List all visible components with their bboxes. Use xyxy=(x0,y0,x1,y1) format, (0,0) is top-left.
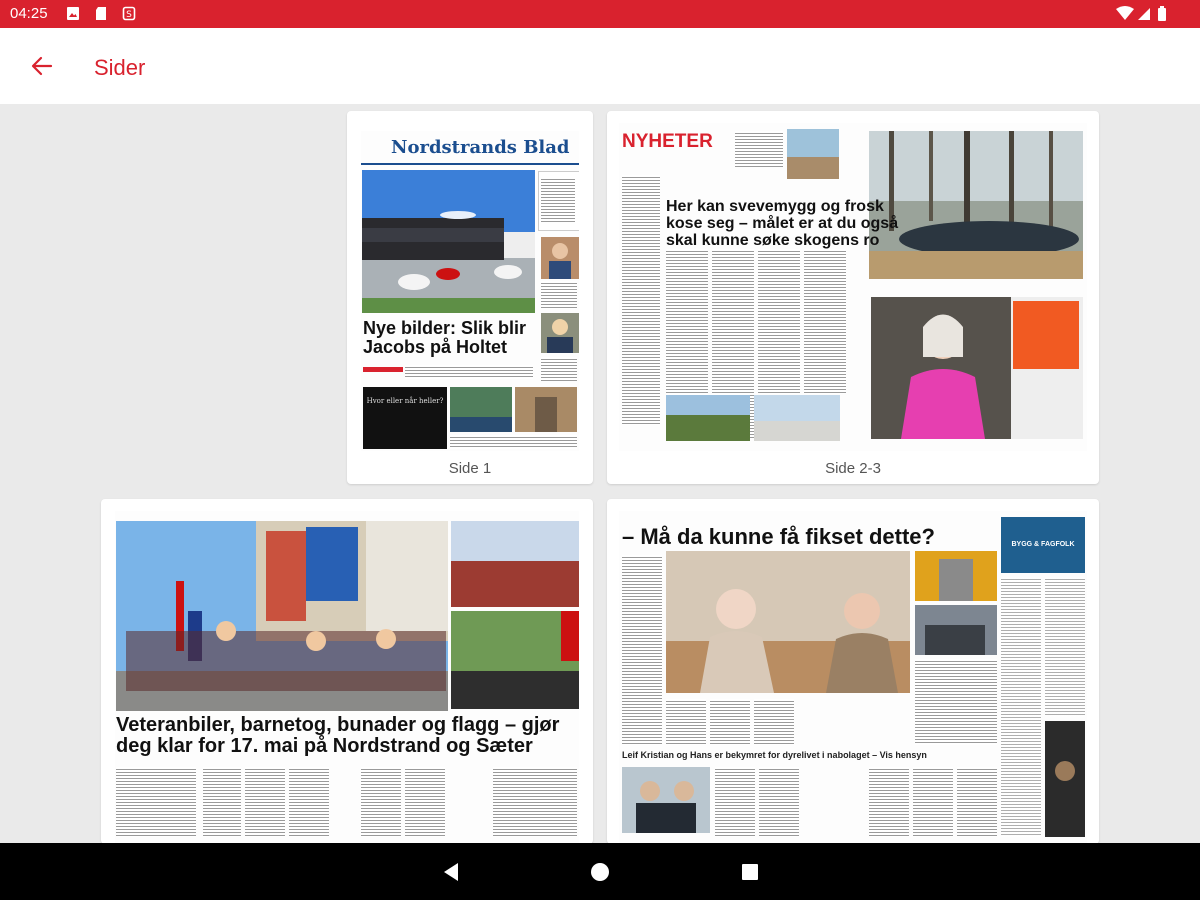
front-headline: Nye bilder: Slik blir Jacobs på Holtet xyxy=(363,318,527,357)
section-label: NYHETER xyxy=(622,131,713,152)
small-photo xyxy=(450,387,512,432)
small-photo xyxy=(451,611,579,709)
recents-square-icon[interactable] xyxy=(735,857,765,887)
page-thumbnail-side-1[interactable] xyxy=(347,111,593,484)
small-photo xyxy=(541,313,579,353)
spread-subheadline: Leif Kristian og Hans er bekymret for dyrelivet i nabolaget – Vis hensyn xyxy=(622,750,927,760)
cover-photo xyxy=(362,170,535,313)
small-photo xyxy=(915,605,997,655)
page-thumbnail-side-2-3[interactable] xyxy=(607,111,1099,484)
parade-photo xyxy=(116,521,448,711)
back-triangle-icon[interactable] xyxy=(436,857,466,887)
navigation-bar xyxy=(0,843,1200,900)
small-photo xyxy=(451,521,579,607)
small-photo xyxy=(754,395,840,441)
small-photo xyxy=(541,237,579,279)
sd-card-icon xyxy=(94,6,108,21)
promo-box: Hvor eller når heller? xyxy=(363,387,447,449)
small-photo xyxy=(1045,721,1085,837)
small-photo xyxy=(515,387,577,432)
image-notification-icon xyxy=(66,6,80,21)
small-photo xyxy=(622,767,710,833)
svg-text:S: S xyxy=(126,10,132,20)
arrow-back-icon xyxy=(24,50,60,82)
page-title: Sider xyxy=(94,55,146,80)
home-circle-icon[interactable] xyxy=(585,857,615,887)
back-button[interactable] xyxy=(24,50,60,82)
ad-banner: BYGG & FAGFOLK xyxy=(1001,517,1085,573)
page-label: Side 1 xyxy=(448,460,492,477)
page-thumbnail-spread-fikset[interactable] xyxy=(607,499,1099,844)
small-photo xyxy=(666,395,750,441)
spread-headline: – Må da kunne få fikset dette? xyxy=(622,524,935,549)
newspaper-front-page xyxy=(361,131,579,451)
page-label: Side 2-3 xyxy=(825,460,881,477)
newspaper-spread xyxy=(619,123,1087,451)
page-thumbnail-spread-17-mai[interactable] xyxy=(101,499,593,844)
status-time: 04:25 xyxy=(10,5,48,22)
small-photo xyxy=(915,551,997,601)
spread-headline: Veteranbiler, barnetog, bunader og flagg – gjør deg klar for 17. mai på Nordstrand og Sæter xyxy=(116,714,560,757)
app-bar xyxy=(0,28,1200,104)
app-notification-icon xyxy=(122,6,136,21)
wifi-icon xyxy=(1116,6,1134,21)
spread-headline: Her kan svevemygg og frosk kose seg – målet er at du også skal kunne søke skogens ro xyxy=(666,198,899,249)
small-photo xyxy=(787,129,839,179)
newspaper-spread xyxy=(619,511,1087,844)
masthead: Nordstrands Blad xyxy=(391,137,570,158)
portrait-photo xyxy=(871,297,1083,439)
newspaper-spread xyxy=(115,511,579,844)
signal-icon xyxy=(1137,6,1151,21)
battery-icon xyxy=(1157,6,1167,21)
status-bar xyxy=(0,0,1200,28)
elderly-couple-photo xyxy=(666,551,910,693)
